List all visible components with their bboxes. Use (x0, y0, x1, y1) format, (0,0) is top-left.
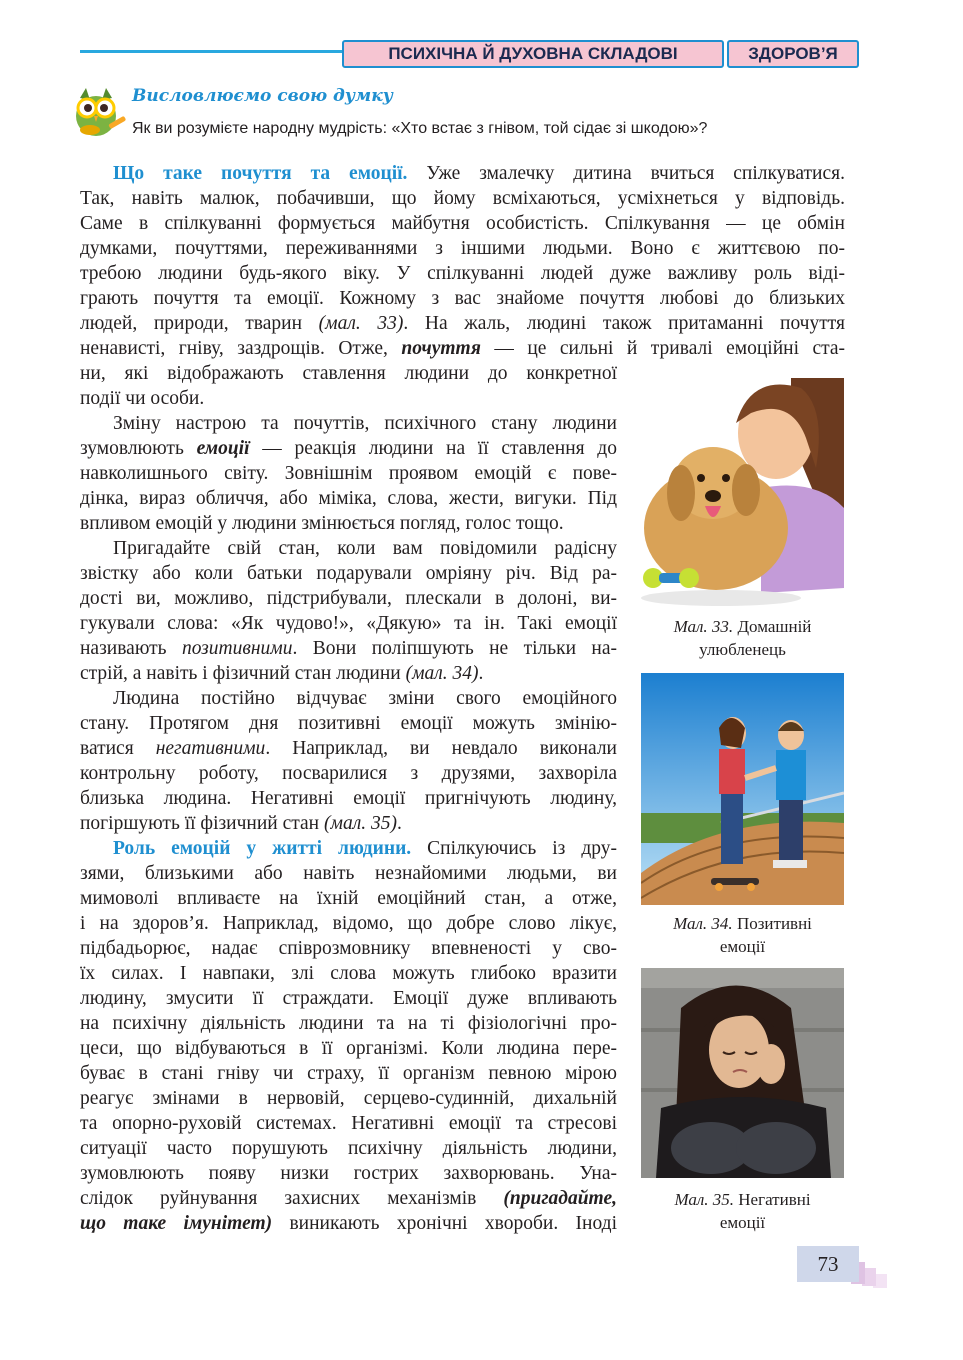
chapter-subtitle: ЗДОРОВ’Я (727, 40, 859, 68)
term-feelings: почуття (401, 338, 481, 359)
figure-33-caption: Мал. 33. Домашній улюбленець (673, 617, 812, 659)
text-line: Пригадайте свій стан, коли вам повідомили радісну (113, 538, 617, 559)
text-line: ненависті, гніву, заздрощів. Отже, почуття — це сильні й тривалі емоційні ста- (80, 338, 846, 359)
text-line: дінка, вираз обличчя, або міміка, слова, жести, вигуки. Під (80, 488, 617, 509)
figure-35-caption: Мал. 35. Негативні емоції (674, 1190, 811, 1232)
opinion-question: Як ви розумієте народну мудрість: «Хто встає з гнівом, той сідає зі шкодою»? (132, 120, 708, 137)
text-line: звістку або коли батьки подарували омріяну річ. Від ра- (80, 563, 617, 584)
page-number: 73 (817, 1252, 839, 1276)
text-line: близька людина. Негативні емоції пригнічують людину, (80, 788, 617, 809)
text-line: людей, природи, тварин (мал. 33). На жаль, людині також притаманні почуття (80, 313, 845, 334)
text-line: Так, навіть малюк, побачивши, що йому всміхаються, усміхнеться у відповідь. (80, 188, 845, 209)
text-line: требою людини будь-якого віку. У спілкуванні людей дуже важливу роль віді- (80, 263, 845, 284)
text-line: погіршують її фізичний стан (мал. 35). (80, 813, 402, 834)
section-heading: Роль емоцій у житті людини. (113, 838, 412, 859)
term-emotions: емоції (196, 438, 250, 459)
text-line: гукували слова: «Як чудово!», «Дякую» та ін. Такі емоції (80, 613, 617, 634)
text-line: стану. Протягом дня позитивні емоції можуть змінію- (80, 713, 617, 734)
text-line: зумовлюють емоції — реакція людини на її ставлення до (80, 438, 617, 459)
text-line: людину, змусити її страждати. Емоції дуже впливають (80, 988, 617, 1009)
text-line: грають почуття та емоції. Кожному з вас знайоме почуття любові до близьких (80, 288, 845, 309)
text-line: Людина постійно відчуває зміни свого емоційного (113, 688, 617, 709)
figure-kids-skateboarding (641, 673, 844, 905)
text-line: називають позитивними. Вони поліпшують не тільки на- (80, 638, 617, 659)
text-line: ситуації часто порушують психічну діяльність людини, (80, 1138, 617, 1159)
text-line: Роль емоцій у житті людини. Спілкуючись із дру- (113, 838, 617, 859)
text-line: їх силах. І навпаки, злі слова можуть глибоко вразити (80, 963, 617, 984)
text-line: Що таке почуття та емоції. Уже змалечку дитина вчиться спілкуватися. (113, 163, 845, 184)
text-line: Зміну настрою та почуттів, психічного стану людини (113, 413, 617, 434)
text-line: слідок руйнування захисних механізмів (пригадайте, (80, 1188, 617, 1209)
chapter-title: ПСИХІЧНА Й ДУХОВНА СКЛАДОВІ (342, 40, 724, 68)
figure-sad-girl (641, 968, 844, 1178)
text-line: дості ви, можливо, підстрибували, плескали в долоні, ви- (80, 588, 617, 609)
text-line: цеси, що відбуваються в її організмі. Коли людина пере- (80, 1038, 617, 1059)
text-line: на психічну діяльність людини та на ті фізіологічні про- (80, 1013, 617, 1034)
text-line: контрольну роботу, посварилися з друзями, захворіла (80, 763, 617, 784)
text-line: думками, почуттями, переживаннями з іншими людьми. Воно є життєвою по- (80, 238, 845, 259)
text-line: ватися негативними. Наприклад, ви невдало виконали (80, 738, 617, 759)
owl-icon (68, 86, 130, 138)
text-line: події чи особи. (80, 388, 205, 409)
text-line: ни, які відображають ставлення людини до конкретної (80, 363, 617, 384)
figure-girl-with-dog (641, 378, 844, 608)
text-line: мимоволі впливаєте на їхній емоційний стан, а отже, (80, 888, 617, 909)
opinion-title: Висловлюємо свою думку (132, 86, 393, 106)
text-line: Саме в спілкуванні формується майбутня особистість. Спілкування — це обмін (80, 213, 845, 234)
text-line: стрій, а навіть і фізичний стан людини (мал. 34). (80, 663, 484, 684)
text-line: і на здоров’я. Наприклад, відомо, що добре слово лікує, (80, 913, 617, 934)
figure-34-caption: Мал. 34. Позитивні емоції (673, 914, 812, 956)
text-line: підбадьорює, надає співрозмовнику впевненості у сво- (80, 938, 617, 959)
text-line: навколишнього світу. Зовнішнім проявом емоцій є пове- (80, 463, 617, 484)
text-line: буває в стані гніву чи страху, її організм певною мірою (80, 1063, 617, 1084)
text-line: що таке імунітет) виникають хронічні хвороби. Іноді (80, 1213, 617, 1234)
text-line: зумовлюють появу низки гострих захворювань. Уна- (80, 1163, 617, 1184)
text-line: зями, близькими або навіть незнайомими людьми, ви (80, 863, 617, 884)
section-heading: Що таке почуття та емоції. (113, 163, 408, 184)
text-line: впливом емоцій у людини змінюється погляд, голос тощо. (80, 513, 564, 534)
text-line: та опорно-руховій системах. Негативні емоції та стресові (80, 1113, 617, 1134)
header-rule (80, 50, 342, 53)
text-line: реагує змінами в нервовій, серцево-судинній, дихальній (80, 1088, 617, 1109)
